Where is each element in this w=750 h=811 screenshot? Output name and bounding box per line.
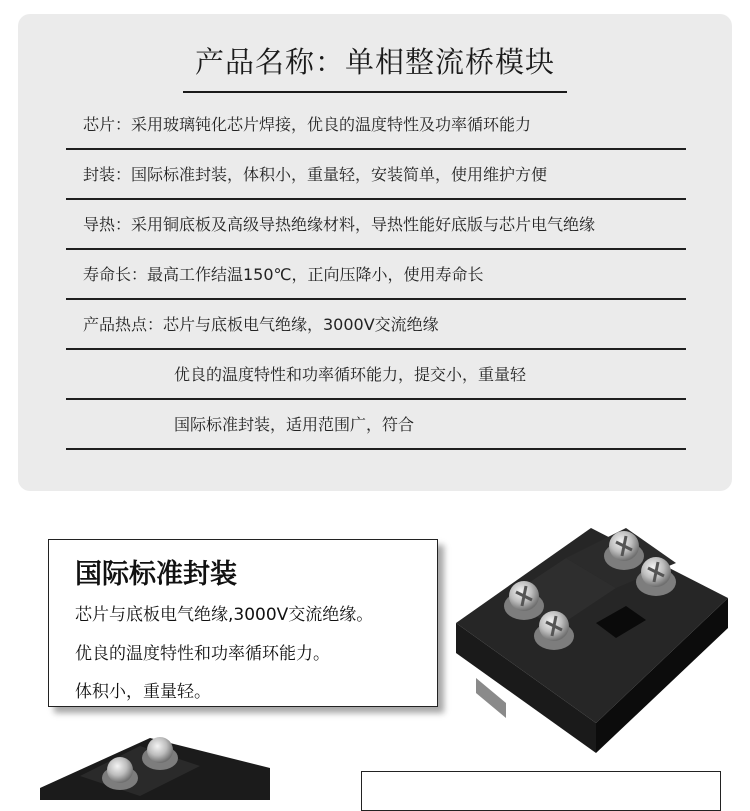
product-title: 产品名称：单相整流桥模块 — [183, 40, 567, 93]
feature-box-2 — [361, 771, 721, 811]
spec-row-text: 芯片：采用玻璃钝化芯片焊接，优良的温度特性及功率循环能力 — [83, 115, 532, 134]
bridge-rectifier-module-image — [446, 528, 736, 760]
feature-box — [48, 539, 438, 707]
spec-row-highlights-2 — [66, 350, 686, 400]
bridge-rectifier-module-image-partial — [40, 728, 270, 800]
spec-row-text: 产品热点：芯片与底板电气绝缘，3000V交流绝缘 — [83, 315, 439, 334]
feature-title: 国际标准封装 — [75, 559, 237, 590]
spec-card — [18, 14, 732, 491]
spec-row-text: 寿命长：最高工作结温150℃，正向压降小，使用寿命长 — [83, 265, 484, 284]
spec-row-thermal — [66, 200, 686, 250]
spec-row-text: 导热：采用铜底板及高级导热绝缘材料，导热性能好底版与芯片电气绝缘 — [83, 215, 596, 234]
feature-line-thermal: 优良的温度特性和功率循环能力。 — [75, 644, 330, 664]
spec-row-text: 封装：国际标准封装，体积小，重量轻，安装简单，使用维护方便 — [83, 165, 548, 184]
spec-row-text: 国际标准封装，适用范围广，符合 — [174, 415, 415, 434]
spec-row-highlights-3 — [66, 400, 686, 450]
spec-row-lifetime — [66, 250, 686, 300]
feature-line-size: 体积小，重量轻。 — [75, 682, 211, 702]
spec-row-package — [66, 150, 686, 200]
spec-row-highlights — [66, 300, 686, 350]
spec-row-chip — [66, 100, 686, 150]
spec-row-text: 优良的温度特性和功率循环能力，提交小，重量轻 — [174, 365, 527, 384]
title-wrap — [18, 40, 732, 93]
feature-line-insulation: 芯片与底板电气绝缘,3000V交流绝缘。 — [75, 605, 374, 625]
